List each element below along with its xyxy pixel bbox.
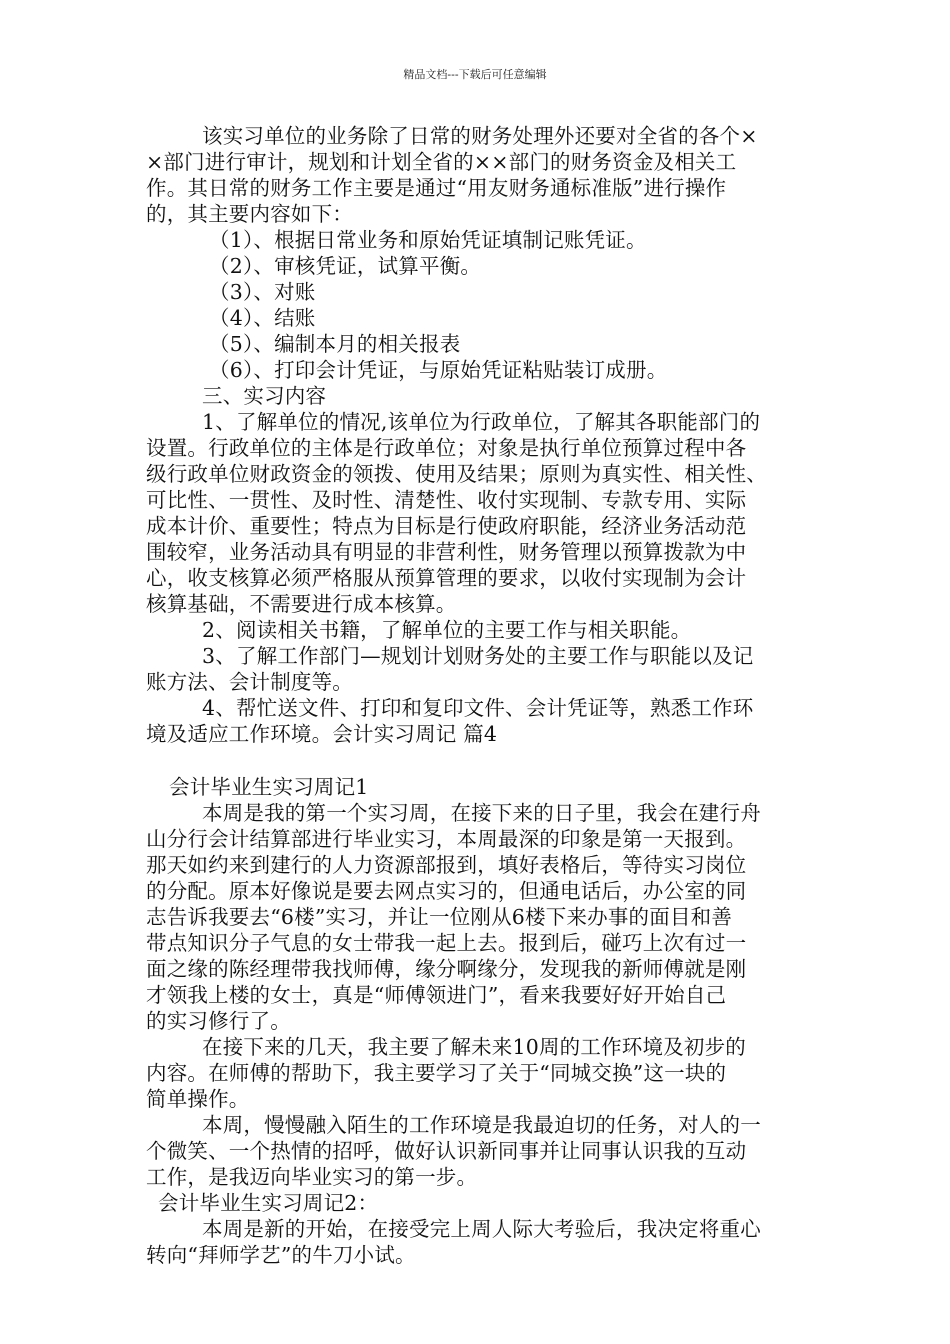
text-line: （1）、根据日常业务和原始凭证填制记账凭证。	[209, 228, 647, 252]
text-line: 转向“拜师学艺”的牛刀小试。	[146, 1243, 416, 1267]
text-line: 带点知识分子气息的女士带我一起上去。报到后，碰巧上次有过一	[146, 931, 747, 955]
text-line: 级行政单位财政资金的领拨、使用及结果；原则为真实性、相关性、	[146, 462, 767, 486]
text-line: 4、帮忙送文件、打印和复印文件、会计凭证等，熟悉工作环	[202, 696, 754, 720]
text-line: （3）、对账	[209, 280, 316, 304]
text-line: 该实习单位的业务除了日常的财务处理外还要对全省的各个×	[202, 124, 758, 148]
text-line: 本周是我的第一个实习周，在接下来的日子里，我会在建行舟	[202, 801, 761, 825]
text-line: 本周，慢慢融入陌生的工作环境是我最迫切的任务，对人的一	[202, 1113, 761, 1137]
page-header: 精品文档---下载后可任意编辑	[403, 68, 547, 81]
text-line: 设置。行政单位的主体是行政单位；对象是执行单位预算过程中各	[146, 436, 747, 460]
text-line: 围较窄，业务活动具有明显的非营利性，财务管理以预算拨款为中	[146, 540, 747, 564]
text-line: 账方法、会计制度等。	[146, 670, 353, 694]
text-line: （2）、审核凭证，试算平衡。	[209, 254, 482, 278]
text-line: 境及适应工作环境。会计实习周记 篇4	[146, 722, 498, 746]
text-line: 的，其主要内容如下：	[146, 202, 353, 226]
text-line: 2、阅读相关书籍，了解单位的主要工作与相关职能。	[202, 618, 692, 642]
text-line: 1、了解单位的情况,该单位为行政单位，了解其各职能部门的	[202, 410, 761, 434]
text-line: 在接下来的几天，我主要了解未来10周的工作环境及初步的	[202, 1035, 746, 1059]
text-line: 面之缘的陈经理带我找师傅，缘分啊缘分，发现我的新师傅就是刚	[146, 957, 747, 981]
text-line: 心，收支核算必须严格服从预算管理的要求，以收付实现制为会计	[146, 566, 747, 590]
text-line: ×部门进行审计，规划和计划全省的××部门的财务资金及相关工	[146, 150, 737, 174]
text-line: 内容。在师傅的帮助下，我主要学习了关于“同城交换”这一块的	[146, 1061, 727, 1085]
text-line: 本周是新的开始，在接受完上周人际大考验后，我决定将重心	[202, 1217, 761, 1241]
text-line: 志告诉我要去“6楼”实习，并让一位刚从6楼下来办事的面目和善	[146, 905, 733, 929]
text-line: 那天如约来到建行的人力资源部报到，填好表格后，等待实习岗位	[146, 853, 747, 877]
text-line: （4）、结账	[209, 306, 316, 330]
text-line: （5）、编制本月的相关报表	[209, 332, 461, 356]
text-line: 核算基础，不需要进行成本核算。	[146, 592, 457, 616]
text-line: （6）、打印会计凭证，与原始凭证粘贴装订成册。	[209, 358, 668, 382]
text-line: 才领我上楼的女士，真是“师傅领进门”，看来我要好好开始自己	[146, 983, 727, 1007]
text-line: 作。其日常的财务工作主要是通过“用友财务通标准版”进行操作	[146, 176, 727, 200]
text-line: 会计毕业生实习周记1	[169, 775, 369, 799]
text-line: 3、了解工作部门—规划计划财务处的主要工作与职能以及记	[202, 644, 754, 668]
text-line: 山分行会计结算部进行毕业实习，本周最深的印象是第一天报到。	[146, 827, 747, 851]
text-line: 三、实习内容	[202, 384, 327, 408]
text-line: 成本计价、重要性；特点为目标是行使政府职能，经济业务活动范	[146, 514, 747, 538]
text-line: 个微笑、一个热情的招呼，做好认识新同事并让同事认识我的互动	[146, 1139, 747, 1163]
text-line: 的实习修行了。	[146, 1009, 291, 1033]
text-line: 的分配。原本好像说是要去网点实习的，但通电话后，办公室的同	[146, 879, 747, 903]
text-line: 简单操作。	[146, 1087, 250, 1111]
text-line: 可比性、一贯性、及时性、清楚性、收付实现制、专款专用、实际	[146, 488, 747, 512]
text-line: 工作，是我迈向毕业实习的第一步。	[146, 1165, 478, 1189]
text-line: 会计毕业生实习周记2：	[158, 1191, 379, 1215]
